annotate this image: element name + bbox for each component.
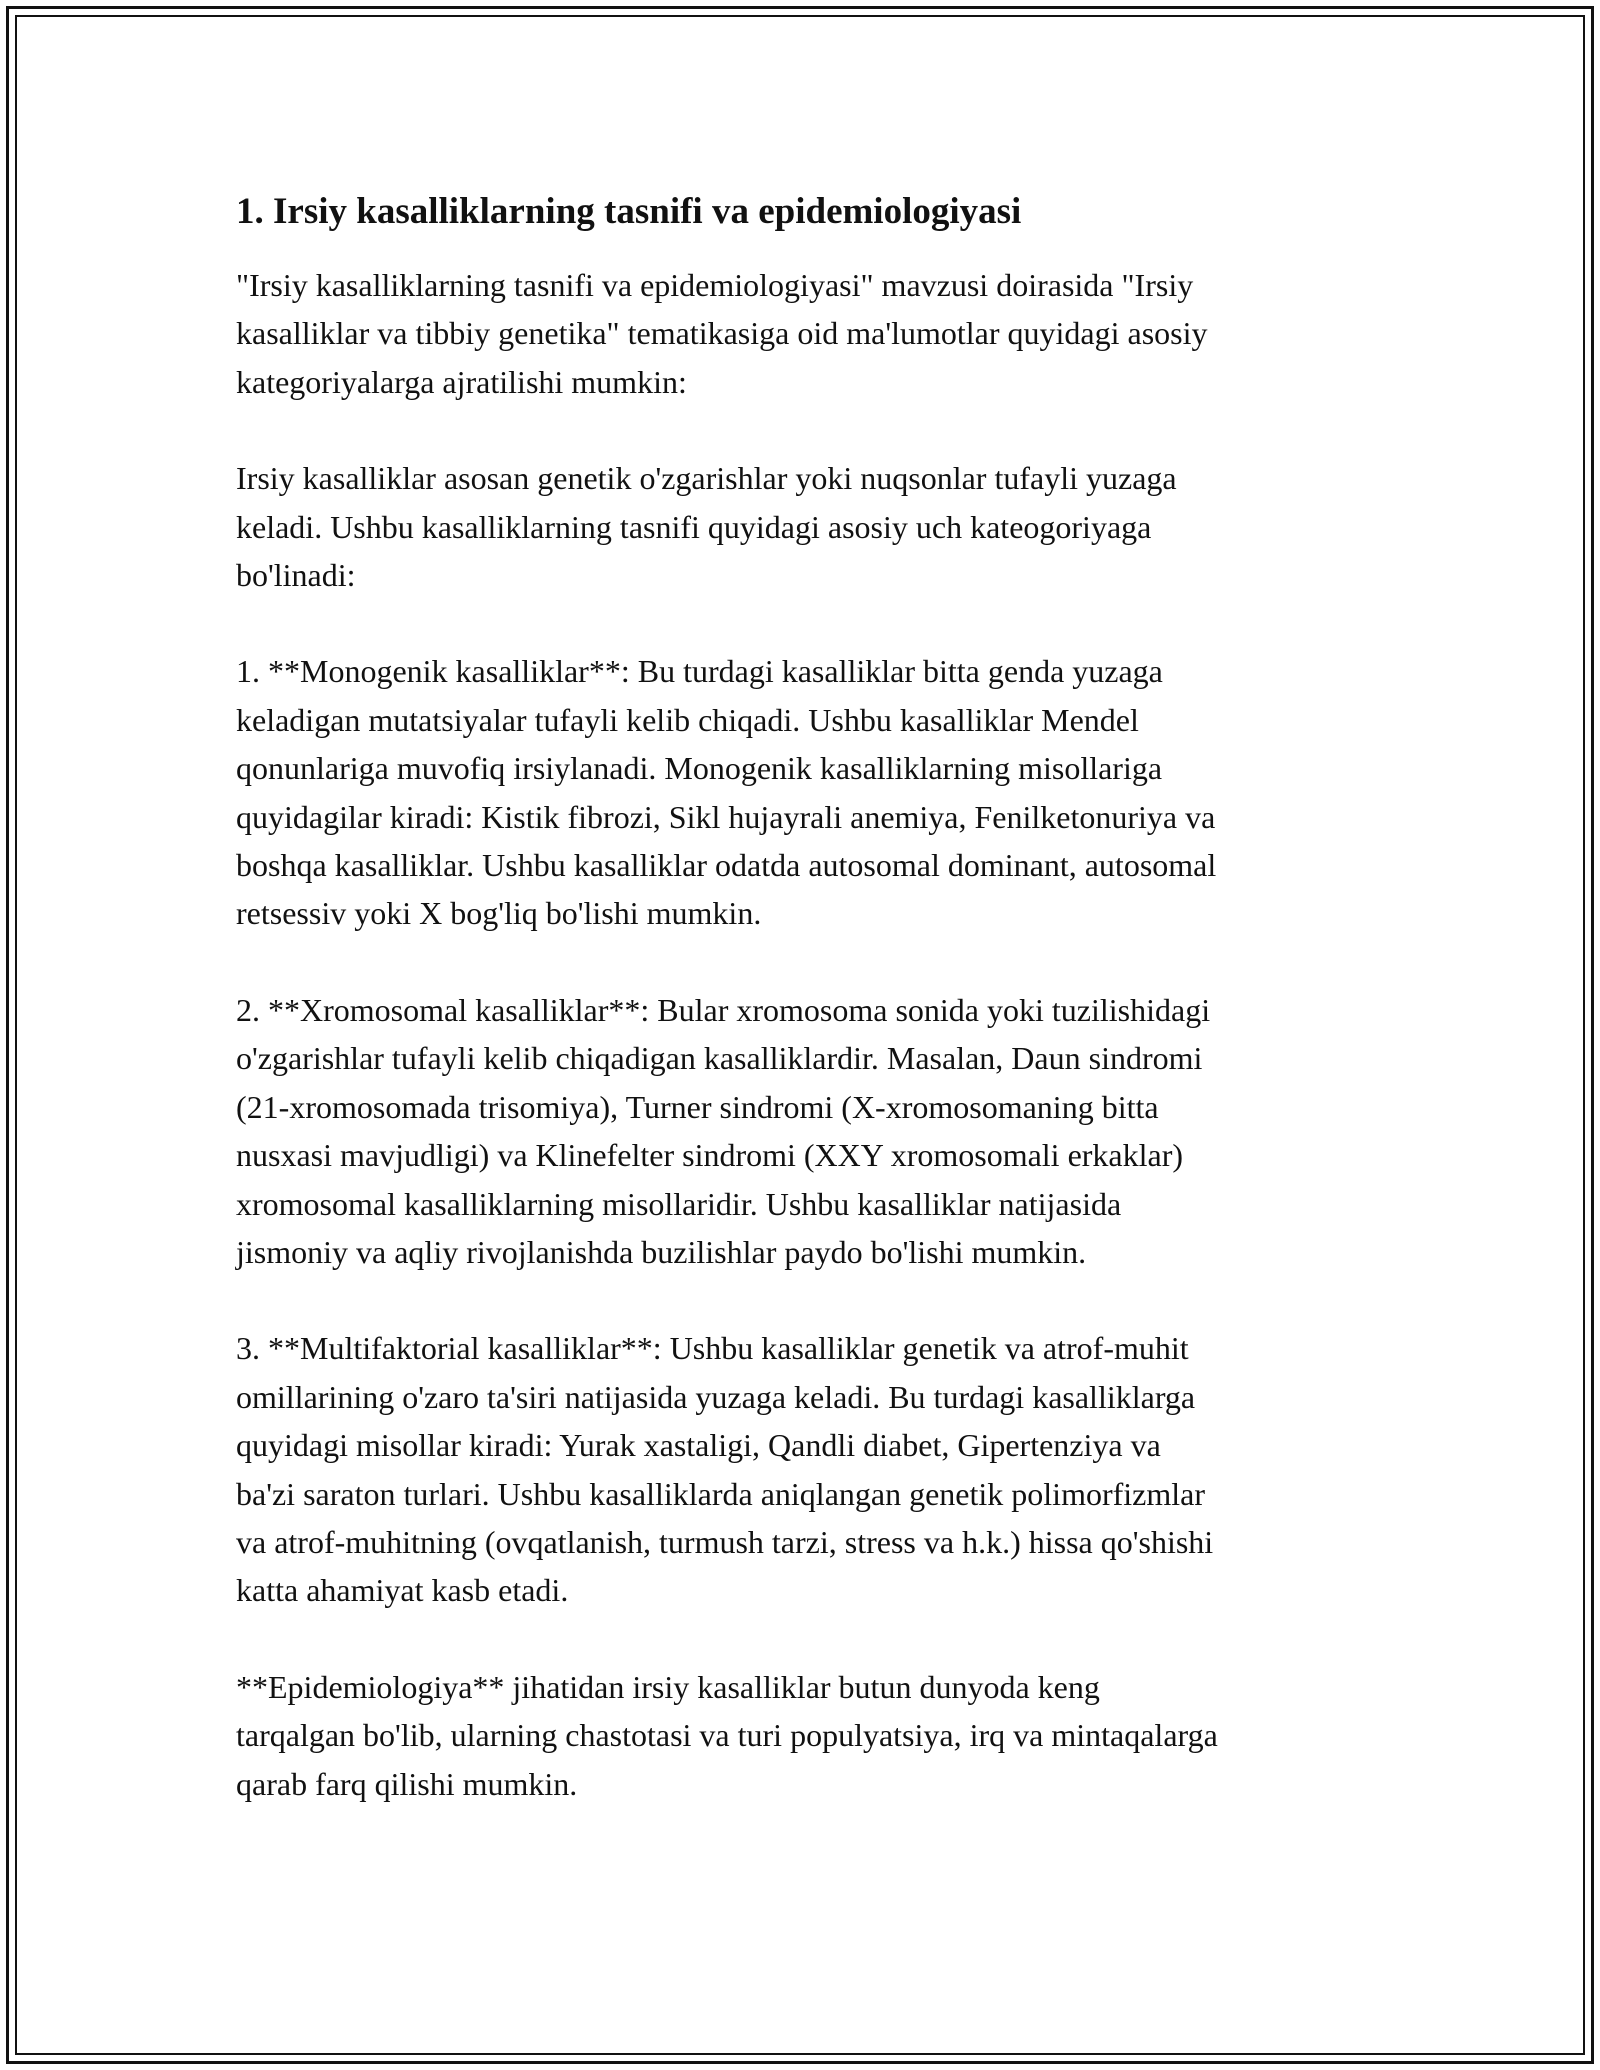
section-heading: 1. Irsiy kasalliklarning tasnifi va epidemiologiyasi: [236, 191, 1022, 232]
document-body: [236, 185, 1366, 1856]
multifactorial-paragraph: 3. **Multifaktorial kasalliklar**: Ushbu kasalliklar genetik va atrof-muhit omillarining o'zaro ta'siri natijasida yuzaga keladi. Bu turdagi kasalliklarga quyidagi misollar kiradi: Yurak xastaligi, Qandli diabet, Gipertenziya va ba'zi saraton turlari. Ushbu kasalliklarda aniqlangan genetik polimorfizmlar va atrof-muhitning (ovqatlanish, turmush tarzi, stress va h.k.) hissa qo'shishi katta ahamiyat kasb etadi.: [236, 1330, 1214, 1609]
monogenic-paragraph: 1. **Monogenik kasalliklar**: Bu turdagi kasalliklar bitta genda yuzaga keladigan mutatsiyalar tufayli kelib chiqadi. Ushbu kasalliklar Mendel qonunlariga muvofiq irsiylanadi. Monogenik kasalliklarning misollariga quyidagilar kiradi: Kistik fibrozi, Sikl hujayrali anemiya, Fenilketonuriya va boshqa kasalliklar. Ushbu kasalliklar odatda autosomal dominant, autosomal retsessiv yoki X bog'liq bo'lishi mumkin.: [236, 653, 1217, 932]
chromosomal-paragraph: 2. **Xromosomal kasalliklar**: Bular xromosoma sonida yoki tuzilishidagi o'zgarishlar tufayli kelib chiqadigan kasalliklardir. Masalan, Daun sindromi (21-xromosomada trisomiya), Turner sindromi (X-xromosomaning bitta nusxasi mavjudligi) va Klinefelter sindromi (XXY xromosomali erkaklar) xromosomal kasalliklarning misollaridir. Ushbu kasalliklar natijasida jismoniy va aqliy rivojlanishda buzilishlar paydo bo'lishi mumkin.: [236, 991, 1211, 1270]
epidemiology-paragraph: **Epidemiologiya** jihatidan irsiy kasalliklar butun dunyoda keng tarqalgan bo'lib, ularning chastotasi va turi populyatsiya, irq va mintaqalarga qarab farq qilishi mumkin.: [236, 1668, 1218, 1802]
intro-paragraph: "Irsiy kasalliklarning tasnifi va epidemiologiyasi" mavzusi doirasida "Irsiy kasalliklar va tibbiy genetika" tematikasiga oid ma'lumotlar quyidagi asosiy kategoriyalarga ajratilishi mumkin:: [236, 267, 1208, 400]
classification-paragraph: Irsiy kasalliklar asosan genetik o'zgarishlar yoki nuqsonlar tufayli yuzaga keladi. Ushbu kasalliklarning tasnifi quyidagi asosiy uch kateogoriyaga bo'linadi:: [236, 460, 1177, 594]
